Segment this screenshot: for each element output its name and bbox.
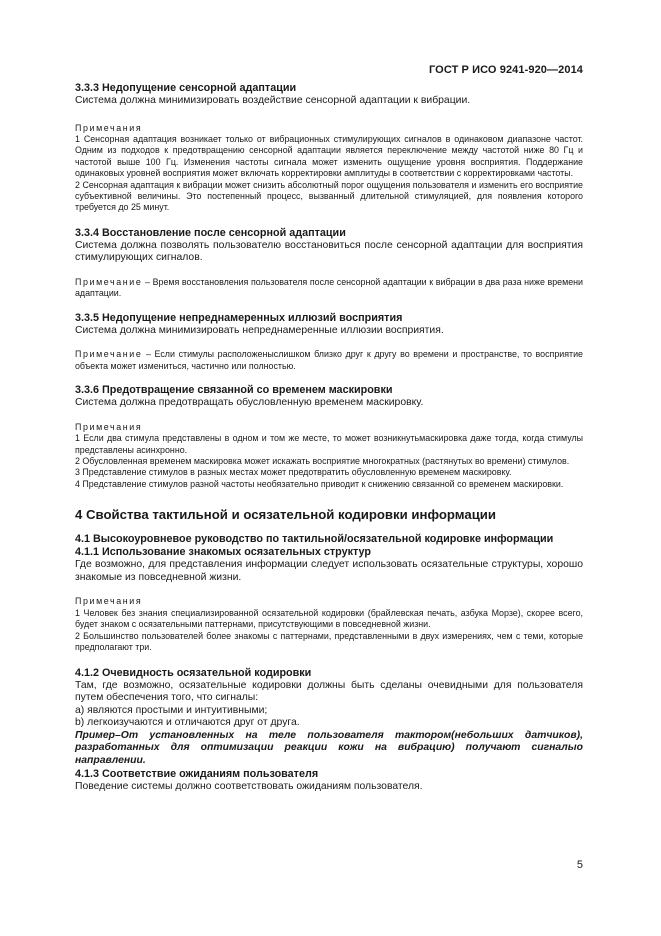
note-inline	[75, 349, 583, 372]
note-inline	[75, 277, 583, 300]
note-text: 3 Представление стимулов в разных местах может предотвратить обусловленную временем маскировку.	[75, 467, 512, 478]
note-text: – Время восстановления пользователя после сенсорной адаптации к вибрации в два раза ниже времени адаптации.	[75, 277, 583, 299]
section-4-1-1-title: 4.1.1 Использование знакомых осязательных структур	[75, 546, 371, 559]
section-3-3-4-title: 3.3.4 Восстановление после сенсорной адаптации	[75, 226, 346, 239]
notes-heading: Примечания	[75, 421, 143, 432]
section-3-3-3-title: 3.3.3 Недопущение сенсорной адаптации	[75, 82, 297, 94]
section-4-1-2-text: Там, где возможно, осязательные кодировки должны быть сделаны очевидными для пользователя путем обеспечения того, что сигналы:	[75, 679, 583, 704]
section-3-3-5-text: Система должна минимизировать непреднамеренные иллюзии восприятия.	[75, 324, 444, 336]
section-4-1-2-title: 4.1.2 Очевидность осязательной кодировки	[75, 666, 312, 679]
note-text: 1 Если два стимула представлены в одном и том же месте, то может возникнутьмаскировка даже тогда, когда стимулы представлены асинхронно.	[75, 433, 583, 455]
document-id-header: ГОСТ Р ИСО 9241-920—2014	[428, 64, 583, 76]
section-4-title: 4 Свойства тактильной и осязательной кодировки информации	[75, 507, 497, 523]
list-item: b) легкоизучаются и отличаются друг от друга.	[75, 717, 300, 729]
page-number: 5	[576, 859, 583, 871]
section-3-3-4-text: Система должна позволять пользователю восстановиться после сенсорной адаптации для восприятия стимулирующих сигналов.	[75, 239, 583, 264]
page-content	[75, 82, 583, 793]
section-3-3-6-text: Система должна предотвращать обусловленную временем маскировку.	[75, 397, 424, 409]
note-text: – Если стимулы расположеныслишком близко друг к другу во времени и пространстве, то восприятие объекта может измениться, частично или полностью.	[75, 349, 583, 371]
section-3-3-6-title: 3.3.6 Предотвращение связанной со временем маскировки	[75, 384, 393, 397]
note-label: Примечание	[75, 349, 143, 360]
note-text: 2 Большинство пользователей более знакомы с паттернами, представленными в двух измерениях, чем с теми, которые предполагают три.	[75, 630, 583, 653]
note-label: Примечание	[75, 277, 143, 288]
notes-heading: Примечания	[75, 122, 143, 133]
example-text: Пример–От установленных на теле пользователя тактором(небольших датчиков), разработанных для оптимизации реакции кожи на вибрацию) получают сигналыо направлении.	[75, 729, 583, 767]
note-text: 4 Представление стимулов разной частоты необязательно приводит к снижению связанной со временем маскировки.	[75, 478, 564, 489]
note-text: 2 Обусловленная временем маскировка может искажать восприятие многократных (растянутых во времени) стимулов.	[75, 456, 570, 467]
section-4-1-title: 4.1 Высокоуровневое руководство по тактильной/осязательной кодировке информации	[75, 533, 554, 546]
section-4-1-1-text: Где возможно, для представления информации следует использовать осязательные структуры, хорошо знакомые из повседневной жизни.	[75, 559, 583, 583]
section-4-1-3-title: 4.1.3 Соответствие ожиданиям пользователя	[75, 767, 319, 780]
note-text: 2 Сенсорная адаптация к вибрации может снизить абсолютный порог ощущения пользователя и изменить его восприятие субъективной величины. Это постепенный процесс, вызванный длительной стимуляцией, для появления которого требуется до 25 минут.	[75, 179, 583, 213]
section-3-3-3-text: Система должна минимизировать воздействие сенсорной адаптации к вибрации.	[75, 95, 471, 106]
note-text: 1 Сенсорная адаптация возникает только от вибрационных стимулирующих сигналов в одинаковом диапазоне частот. Одним из подходов к предотвращению сенсорной адаптации является переключение между частотой ниже 80 Гц и частотой выше 100 Гц. Изменения частоты сигнала может изменить ощущение уровня восприятия. Поддержание одинаковых уровней восприятия может включать корректировки амплитуды в соответствии с корректировками частоты.	[75, 134, 583, 179]
notes-heading: Примечания	[75, 596, 143, 607]
section-3-3-5-title: 3.3.5 Недопущение непреднамеренных иллюзий восприятия	[75, 311, 403, 324]
note-text: 1 Человек без знания специализированной осязательной кодировки (брайлевская печать, азбука Морзе), скорее всего, будет знаком с осязательными паттернами, присутствующими в повседневной жизни.	[75, 607, 583, 630]
list-item: а) являются простыми и интуитивными;	[75, 704, 268, 716]
section-4-1-3-text: Поведение системы должно соответствовать ожиданиям пользователя.	[75, 780, 423, 792]
